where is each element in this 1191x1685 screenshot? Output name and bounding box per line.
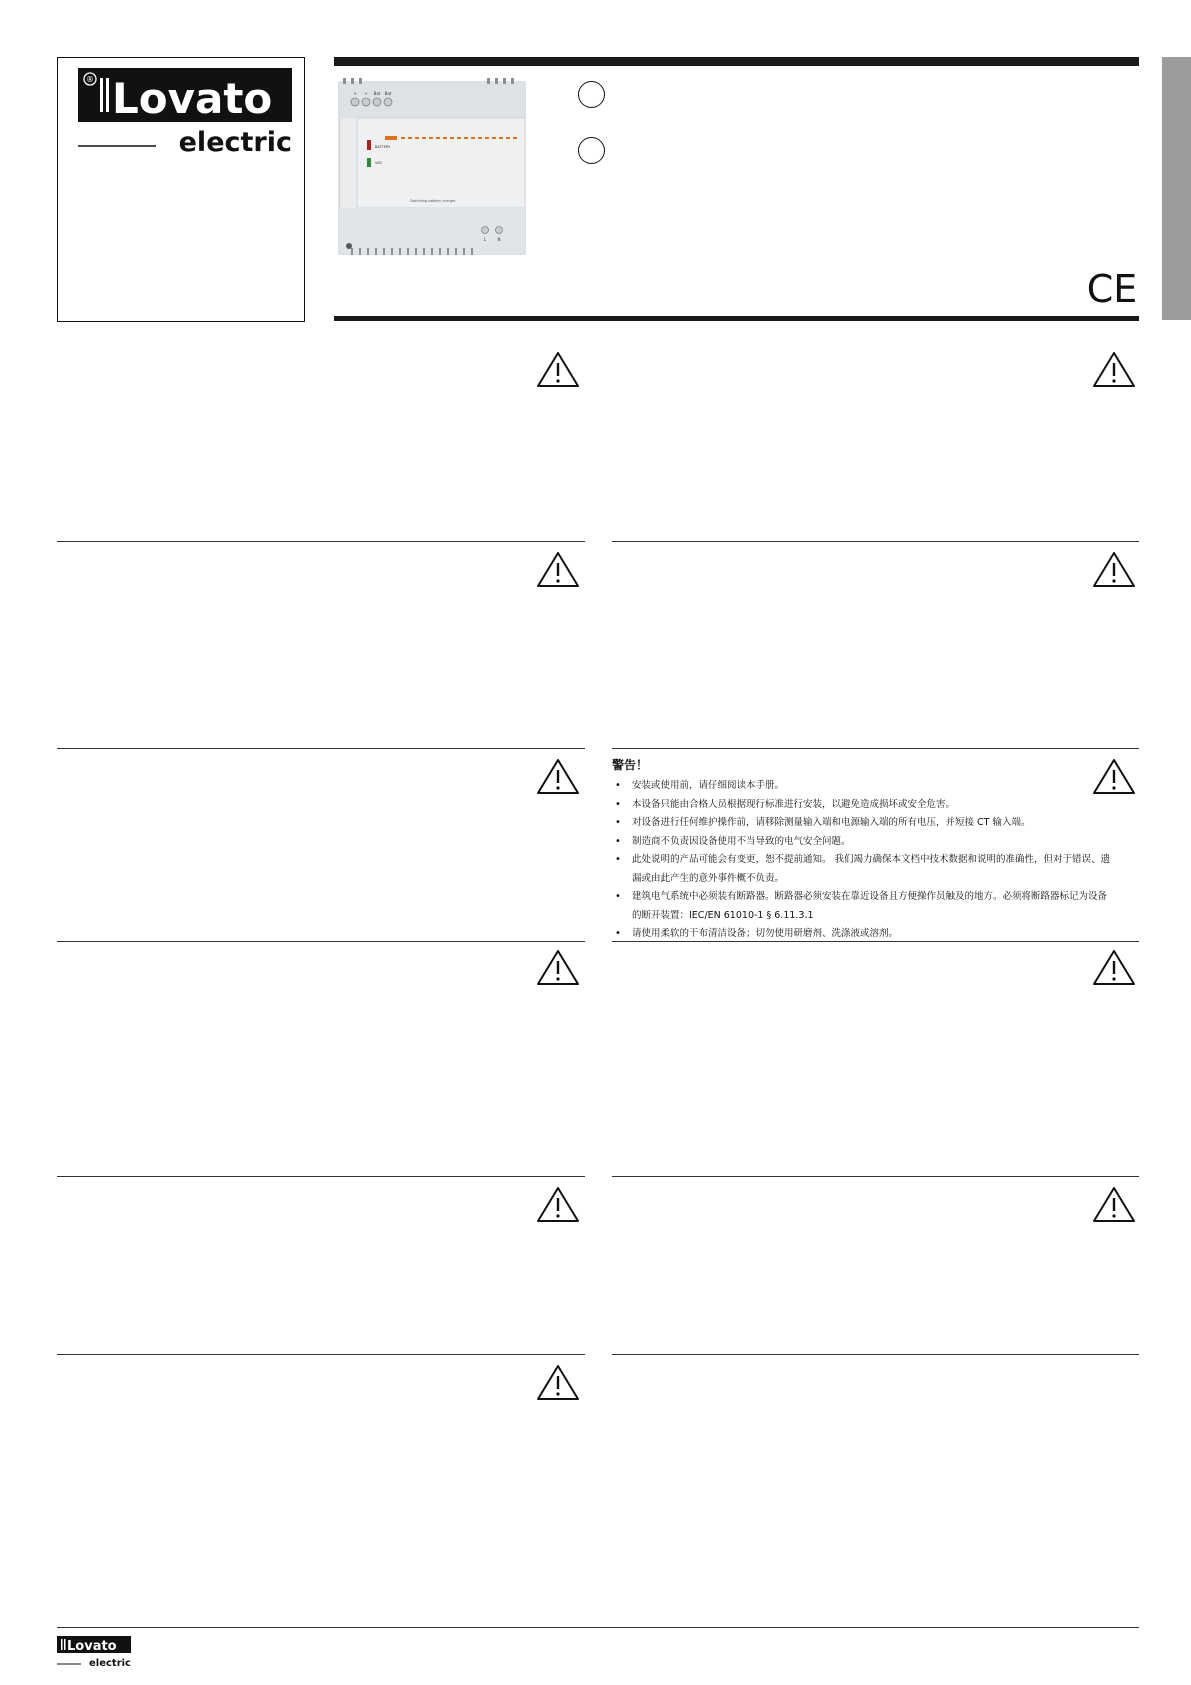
- list-item: • 安装或使用前，请仔细阅读本手册。: [612, 777, 1112, 796]
- svg-text:Lovato: Lovato: [112, 74, 273, 123]
- svg-text:BATTERY: BATTERY: [375, 145, 391, 149]
- lovato-electric-logo: [78, 68, 292, 154]
- section-divider: [612, 748, 1139, 749]
- chinese-warning-section: [612, 756, 1112, 944]
- warning-icon: [1092, 948, 1136, 986]
- section-divider: [612, 1176, 1139, 1177]
- side-tab: [1162, 57, 1191, 320]
- language-marker-2: [578, 137, 605, 164]
- svg-text:L: L: [483, 237, 487, 242]
- warning-icon: [536, 757, 580, 795]
- list-item: • 制造商不负责因设备使用不当导致的电气安全问题。: [612, 833, 1112, 852]
- warning-icon: [536, 1363, 580, 1401]
- warning-icon: [536, 350, 580, 388]
- warning-icon: [1092, 350, 1136, 388]
- warning-icon: [536, 948, 580, 986]
- list-item: • 请使用柔软的干布清洁设备；切勿使用研磨剂、洗涤液或溶剂。: [612, 925, 1112, 944]
- ce-mark: [1086, 270, 1138, 306]
- warning-list: [612, 777, 1112, 944]
- section-divider: [57, 941, 585, 942]
- svg-text:electric: electric: [89, 1658, 131, 1668]
- header-rule-top: [334, 57, 1139, 66]
- svg-text:®: ®: [86, 75, 94, 84]
- svg-text:N: N: [497, 237, 501, 242]
- section-divider: [57, 541, 585, 542]
- svg-text:Lovato: Lovato: [67, 1639, 117, 1654]
- warning-icon: [1092, 1185, 1136, 1223]
- section-divider: [612, 541, 1139, 542]
- battery-charger-product-image: [337, 78, 527, 258]
- list-item: • 建筑电气系统中必须装有断路器。断路器必须安装在靠近设备且方便操作员触及的地方。必须将断路器标记为设备的断开装置：IEC/EN 61010-1 § 6.11.3.1: [612, 888, 1112, 925]
- svg-text:Switching battery charger: Switching battery charger: [410, 199, 456, 203]
- warning-icon: [1092, 550, 1136, 588]
- header-rule-bottom: [334, 316, 1139, 321]
- section-divider: [612, 1354, 1139, 1355]
- warning-icon: [536, 1185, 580, 1223]
- list-item: • 对设备进行任何维护操作前，请移除测量输入端和电源输入端的所有电压，并短接 CT 输入端。: [612, 814, 1112, 833]
- warning-title: 警告！: [612, 758, 649, 772]
- warning-icon: [536, 550, 580, 588]
- section-divider: [57, 748, 585, 749]
- svg-text:+: +: [353, 91, 357, 96]
- svg-text:CE: CE: [1086, 270, 1138, 306]
- footer-logo: [57, 1636, 131, 1668]
- footer-rule: [57, 1627, 1139, 1628]
- svg-text:+: +: [364, 91, 368, 96]
- svg-text:Bat: Bat: [373, 91, 381, 96]
- section-divider: [57, 1354, 585, 1355]
- list-item: • 此处说明的产品可能会有变更，恕不提前通知。 我们竭力确保本文档中技术数据和说明的准确性，但对于错误、遗漏或由此产生的意外事件概不负责。: [612, 851, 1112, 888]
- list-item: • 本设备只能由合格人员根据现行标准进行安装，以避免造成损坏或安全危害。: [612, 796, 1112, 815]
- language-marker-1: [578, 81, 605, 108]
- svg-text:Bat: Bat: [384, 91, 392, 96]
- svg-text:VDC: VDC: [375, 161, 383, 165]
- svg-text:electric: electric: [178, 127, 292, 154]
- section-divider: [57, 1176, 585, 1177]
